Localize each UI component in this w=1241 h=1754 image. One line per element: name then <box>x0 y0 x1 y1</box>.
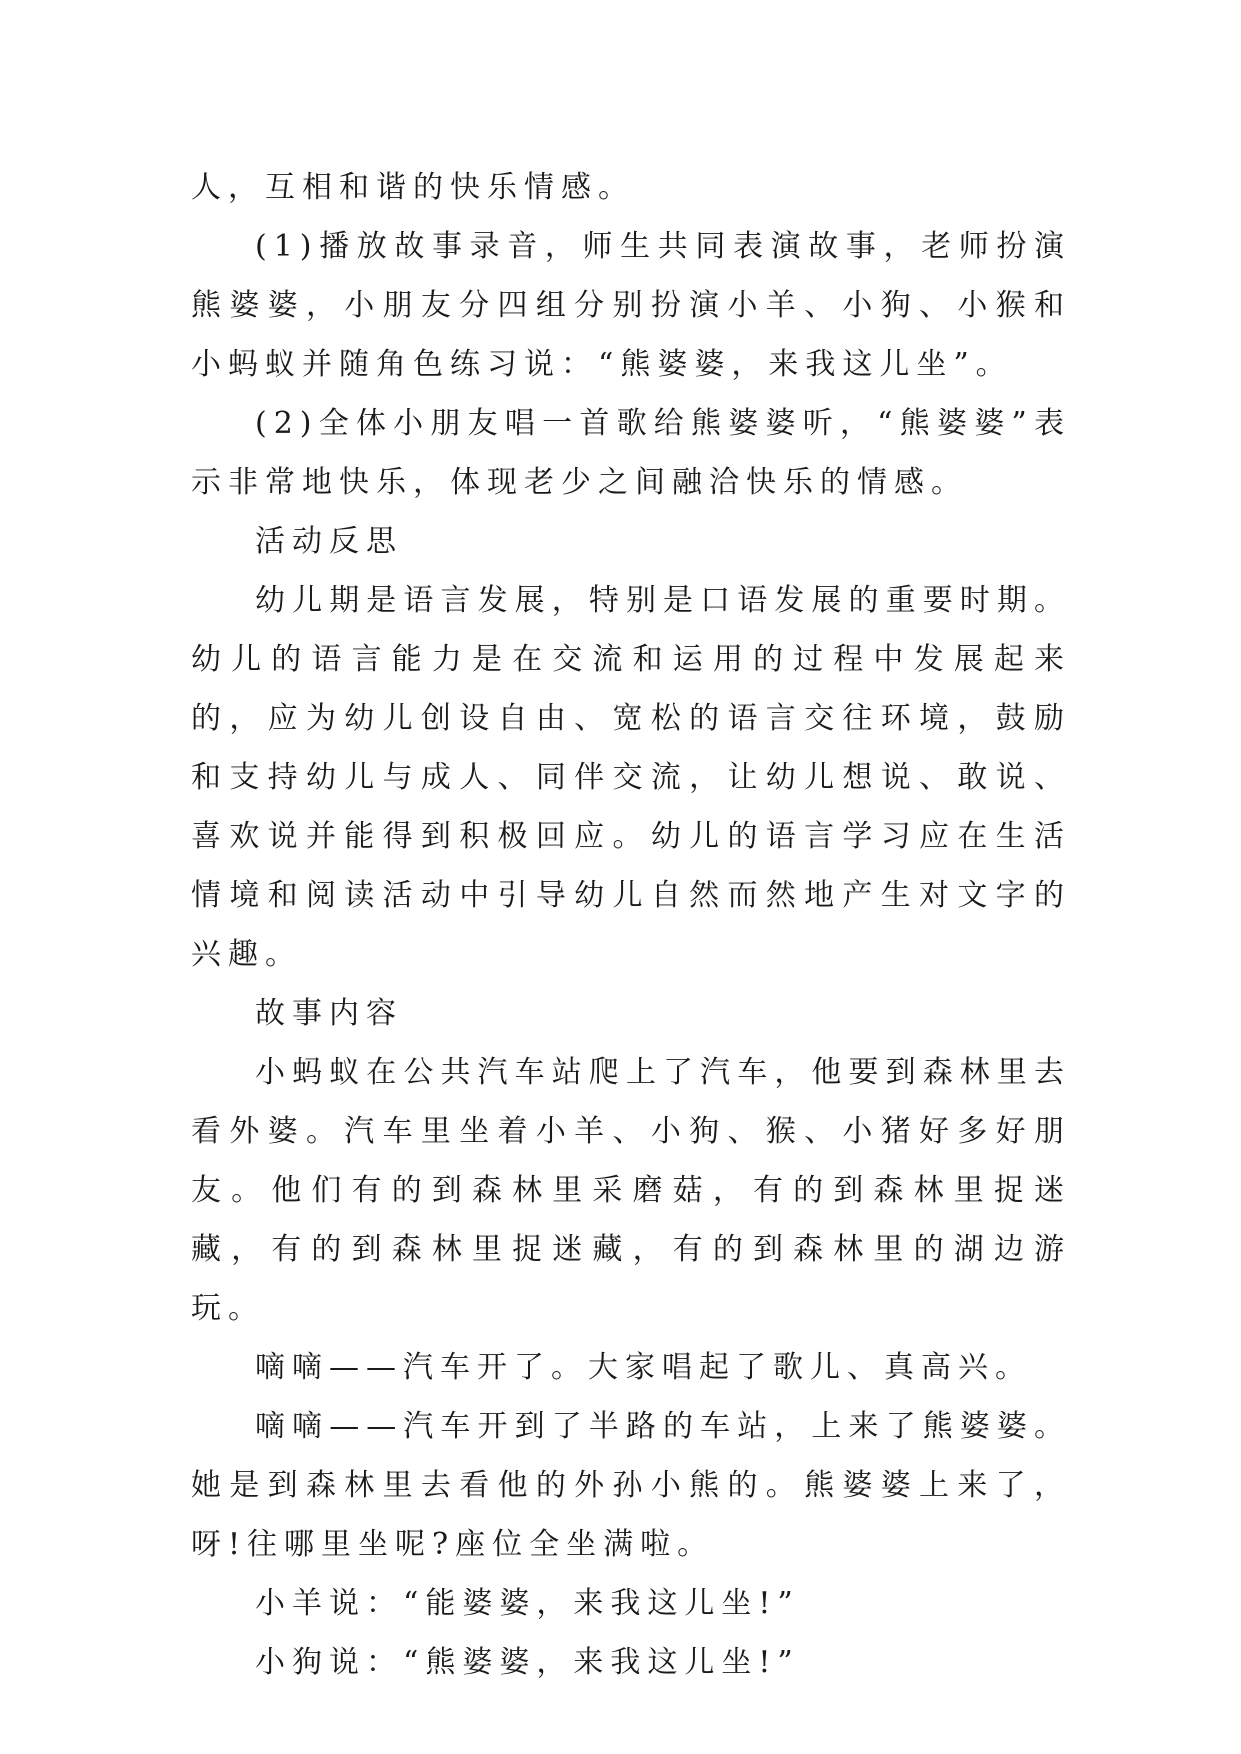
section-heading: 故事内容 <box>255 996 403 1031</box>
document-body <box>191 158 1071 1692</box>
paragraph: 人，互相和谐的快乐情感。 <box>191 170 635 205</box>
dialogue-line: 小羊说：“能婆婆，来我这儿坐!” <box>255 1586 800 1621</box>
paragraph: (1)播放故事录音，师生共同表演故事，老师扮演熊婆婆，小朋友分四组分别扮演小羊、小狗、小猴和小蚂蚁并随角色练习说：“熊婆婆，来我这儿坐”。 <box>191 229 1071 382</box>
paragraph: 嘀嘀——汽车开到了半路的车站，上来了熊婆婆。她是到森林里去看他的外孙小熊的。熊婆婆上来了，呀!往哪里坐呢?座位全坐满啦。 <box>191 1409 1071 1562</box>
section-heading: 活动反思 <box>255 524 403 559</box>
paragraph: (2)全体小朋友唱一首歌给熊婆婆听，“熊婆婆”表示非常地快乐，体现老少之间融洽快乐的情感。 <box>191 406 1071 500</box>
dialogue-line: 小狗说：“熊婆婆，来我这儿坐!” <box>255 1645 800 1680</box>
paragraph: 幼儿期是语言发展，特别是口语发展的重要时期。幼儿的语言能力是在交流和运用的过程中发展起来的，应为幼儿创设自由、宽松的语言交往环境，鼓励和支持幼儿与成人、同伴交流，让幼儿想说、敢说、喜欢说并能得到积极回应。幼儿的语言学习应在生活情境和阅读活动中引导幼儿自然而然地产生对文字的兴趣。 <box>191 583 1071 972</box>
paragraph: 小蚂蚁在公共汽车站爬上了汽车，他要到森林里去看外婆。汽车里坐着小羊、小狗、猴、小猪好多好朋友。他们有的到森林里采磨菇，有的到森林里捉迷藏，有的到森林里捉迷藏，有的到森林里的湖边游玩。 <box>191 1055 1071 1326</box>
paragraph: 嘀嘀——汽车开了。大家唱起了歌儿、真高兴。 <box>255 1350 1032 1385</box>
